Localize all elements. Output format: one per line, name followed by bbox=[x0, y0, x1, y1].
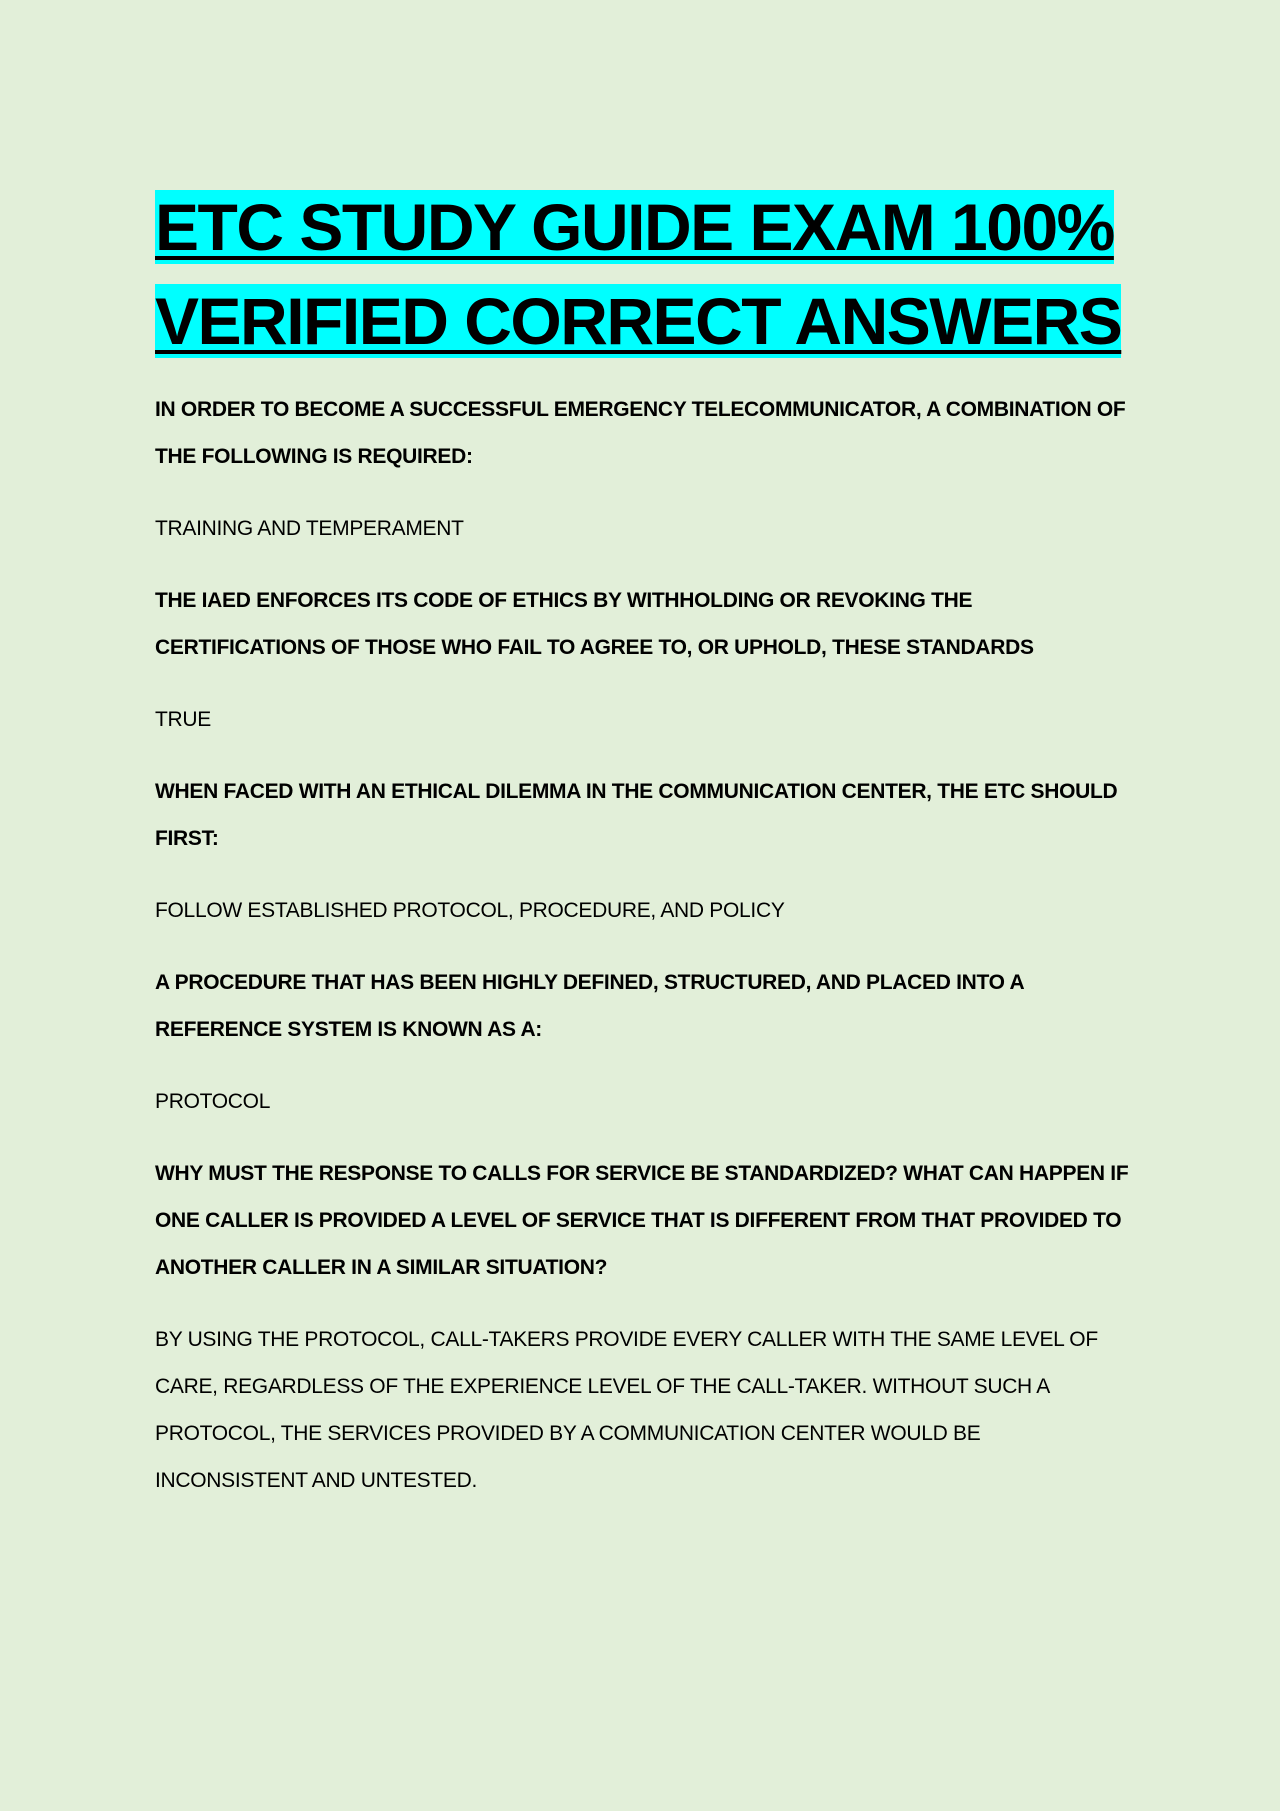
question-2: THE IAED ENFORCES ITS CODE OF ETHICS BY WITHHOLDING OR REVOKING THE CERTIFICATIONS OF THOSE WHO FAIL TO AGREE TO, OR UPHOLD, THESE STANDARDS bbox=[155, 589, 1034, 659]
qa-item-2 bbox=[155, 577, 1135, 743]
question-4: A PROCEDURE THAT HAS BEEN HIGHLY DEFINED, STRUCTURED, AND PLACED INTO A REFERENCE SYSTEM IS KNOWN AS A: bbox=[155, 971, 1024, 1041]
answer-2: TRUE bbox=[155, 708, 211, 731]
qa-item-1 bbox=[155, 386, 1135, 552]
question-1: IN ORDER TO BECOME A SUCCESSFUL EMERGENCY TELECOMMUNICATOR, A COMBINATION OF THE FOLLOWING IS REQUIRED: bbox=[155, 398, 1126, 468]
document-title-text: ETC STUDY GUIDE EXAM 100% VERIFIED CORRECT ANSWERS bbox=[155, 190, 1122, 358]
question-5: WHY MUST THE RESPONSE TO CALLS FOR SERVICE BE STANDARDIZED? WHAT CAN HAPPEN IF ONE CALLER IS PROVIDED A LEVEL OF SERVICE THAT IS DIFFERENT FROM THAT PROVIDED TO ANOTHER CALLER IN A SIMILAR SITUATION? bbox=[155, 1162, 1129, 1279]
answer-3: FOLLOW ESTABLISHED PROTOCOL, PROCEDURE, AND POLICY bbox=[155, 899, 785, 922]
document-title bbox=[155, 180, 1135, 368]
answer-4: PROTOCOL bbox=[155, 1090, 271, 1113]
qa-item-3 bbox=[155, 768, 1135, 934]
answer-5: BY USING THE PROTOCOL, CALL-TAKERS PROVIDE EVERY CALLER WITH THE SAME LEVEL OF CARE, REGARDLESS OF THE EXPERIENCE LEVEL OF THE CALL-TAKER. WITHOUT SUCH A PROTOCOL, THE SERVICES PROVIDED BY A COMMUNICATION CENTER WOULD BE INCONSISTENT AND UNTESTED. bbox=[155, 1328, 1098, 1492]
answer-1: TRAINING AND TEMPERAMENT bbox=[155, 517, 464, 540]
question-3: WHEN FACED WITH AN ETHICAL DILEMMA IN THE COMMUNICATION CENTER, THE ETC SHOULD FIRST: bbox=[155, 780, 1118, 850]
qa-item-4 bbox=[155, 959, 1135, 1125]
document-page bbox=[155, 180, 1135, 1529]
qa-item-5 bbox=[155, 1150, 1135, 1504]
